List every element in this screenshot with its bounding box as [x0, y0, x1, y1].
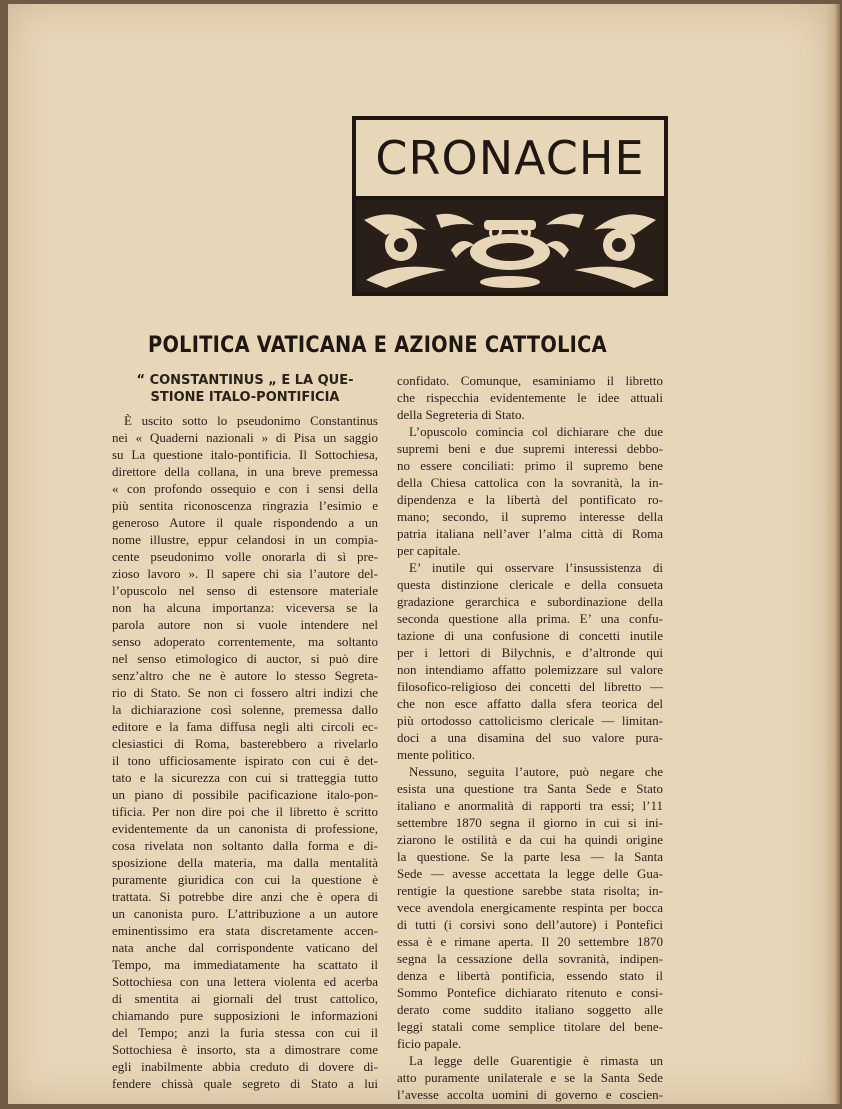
section-emblem	[352, 116, 668, 296]
text-line: La legge delle Guarentigie è rimasta un	[409, 1053, 663, 1068]
text-line: seconda questione alla prima. E’ una confu-	[397, 611, 663, 626]
text-line: di tutti (i corsivi sono dell’autore) i Pontefici	[397, 917, 663, 932]
text-line: la dichiarazione così solenne, premessa dallo	[112, 702, 378, 717]
text-line: italiano e anormalità di rapporti tra essi; l’11	[397, 798, 663, 813]
text-line: senz’altro che ne è autore lo stesso Segreta-	[112, 668, 378, 683]
text-line: segna la cessazione della sovranità, indipen-	[397, 951, 663, 966]
text-line: Sottochiesa è insorto, sta a dimostrare come	[112, 1042, 378, 1057]
text-line: Sede — avesse accettata la legge delle Gua-	[397, 866, 663, 881]
text-line: per capitale.	[397, 543, 461, 558]
emblem-title: CRONACHE	[356, 120, 664, 200]
text-line: « con profondo ossequio e con i sensi della	[112, 481, 378, 496]
text-line: Tempo, ma immediatamente ha scattato il	[112, 957, 378, 972]
text-line: cente pseudonimo volle onorarla di sì pre-	[112, 549, 378, 564]
text-line: nel senso etimologico di auctor, si può dire	[112, 651, 378, 666]
text-line: L’opuscolo comincia col dichiarare che due	[409, 424, 663, 439]
text-line: trattata. Si potrebbe dire anzi che è opera di	[112, 889, 378, 904]
subheading-line: “ CONSTANTINUS „ E LA QUE-	[136, 373, 354, 388]
text-line: generoso Autore il quale rispondendo a un	[112, 515, 378, 530]
text-line: parola autore non si vuole intendere nel	[112, 617, 378, 632]
text-line: mano; secondo, il supremo interesse della	[397, 509, 663, 524]
text-line: tificia. Per non dire poi che il libretto è scritto	[112, 804, 378, 819]
text-line: fendere chissà quale segreto di Stato a lui	[112, 1076, 378, 1091]
text-line: essa è e rimane aperta. Il 20 settembre 1870	[397, 934, 663, 949]
text-line: tazione di una confusione di concetti inutile	[397, 628, 663, 643]
text-line: Sottochiesa con una lettera violenta ed acerba	[112, 974, 378, 989]
text-line: editore e la fama diffusa negli alti circoli ec-	[112, 719, 378, 734]
page-edge	[826, 4, 840, 1104]
text-line: nata anche dal corrispondente vaticano del	[112, 940, 378, 955]
right-column	[397, 372, 663, 1103]
text-line: ficio papale.	[397, 1036, 462, 1051]
text-line: È uscito sotto lo pseudonimo Constantinus	[124, 413, 378, 428]
text-line: zioso lavoro ». Il sapere chi sia l’autore del-	[112, 566, 378, 581]
text-line: eminentissimo era stata discretamente accen-	[112, 923, 378, 938]
text-line: il tono ufficiosamente ispirato con cui è det-	[112, 753, 378, 768]
article-headline: POLITICA VATICANA E AZIONE CATTOLICA	[148, 332, 607, 358]
left-column	[112, 372, 378, 1092]
text-line: leggi statali come semplice titolare del bene-	[397, 1019, 663, 1034]
text-line: l’avesse accolta uomini di governo e coscien-	[397, 1087, 663, 1102]
text-line: per i lettori di Bilychnis, e d’altronde qui	[397, 645, 663, 660]
text-line: filosofico-religioso dei concetti del libretto —	[397, 679, 663, 694]
text-line: un piano di possibile pacificazione italo-pon-	[112, 787, 378, 802]
text-line: puramente giuridica con cui la questione è	[112, 872, 378, 887]
text-line: atto puramente unilaterale e se la Santa Sede	[397, 1070, 663, 1085]
text-line: Sommo Pontefice dichiarato ritenuto e consi-	[397, 985, 663, 1000]
text-line: più ortodosso cattolicismo clericale — limitan-	[397, 713, 663, 728]
text-line: cosa rivelata non soltanto dalla forma e di-	[112, 838, 378, 853]
text-line: esista una questione tra Santa Sede e Stato	[397, 781, 663, 796]
text-line: del Tempo; anzi la furia stessa con cui il	[112, 1025, 378, 1040]
text-line: direttore della collana, in una breve premessa	[112, 464, 378, 479]
text-line: la questione. Se la parte lesa — la Santa	[397, 849, 663, 864]
text-line: della Segreteria di Stato.	[397, 407, 525, 422]
text-line: mente politico.	[397, 747, 475, 762]
text-line: settembre 1870 segna il giorno in cui si ini-	[397, 815, 663, 830]
text-line: più sentita riconoscenza ringrazia l’esimio e	[112, 498, 378, 513]
text-line: doci a una disamina del suo valore pura-	[397, 730, 663, 745]
floral-vase-ornament	[356, 200, 664, 292]
subheading-line: STIONE ITALO-PONTIFICIA	[150, 390, 340, 405]
text-line: supremi beni e due supremi interessi debbo-	[397, 441, 663, 456]
text-line: gradazione gerarchica e subordinazione della	[397, 594, 663, 609]
text-line: Nessuno, seguita l’autore, può negare che	[409, 764, 663, 779]
text-line: senso adoperato correntemente, ma soltanto	[112, 634, 378, 649]
text-line: chiamando pure supposizioni le informazioni	[112, 1008, 378, 1023]
text-line: nei « Quaderni nazionali » di Pisa un saggio	[112, 430, 378, 445]
text-line: no essere conciliati: primo il supremo bene	[397, 458, 663, 473]
text-line: derato come suddito italiano soggetto alle	[397, 1002, 663, 1017]
text-line: della Chiesa cattolica con la sovranità, la in-	[397, 475, 663, 490]
text-line: ziarono le ostilità e da cui ha quindi origine	[397, 832, 663, 847]
text-line: che non esce affatto dalla sfera teorica del	[397, 696, 663, 711]
text-line: evidentemente da un canonista di professione,	[112, 821, 378, 836]
text-line: non intendiamo affatto polemizzare sul valore	[397, 662, 663, 677]
text-line: un canonista puro. L’attribuzione a un autore	[112, 906, 378, 921]
text-line: sposizione della materia, ma dalla mentalità	[112, 855, 378, 870]
text-line: su La questione italo-pontificia. Il Sottochiesa,	[112, 447, 378, 462]
text-line: patria italiana nell’aver l’alma città di Roma	[397, 526, 663, 541]
text-line: di smentita ai giornali del trust cattolico,	[112, 991, 378, 1006]
text-line: egli inabilmente abbia creduto di dovere di-	[112, 1059, 378, 1074]
text-line: tato e la sicurezza con cui si tratteggia tutto	[112, 770, 378, 785]
text-line: non ha alcuna importanza: viceversa se la	[112, 600, 378, 615]
text-line: rentigie la questione sarebbe stata risolta; in-	[397, 883, 663, 898]
section-subheading	[112, 372, 378, 406]
text-line: l’opuscolo nel senso di estensore materiale	[112, 583, 378, 598]
text-line: confidato. Comunque, esaminiamo il libretto	[397, 373, 663, 388]
text-line: E’ inutile qui osservare l’insussistenza di	[409, 560, 663, 575]
text-line: dipendenza e la libertà del pontificato ro-	[397, 492, 663, 507]
text-line: clesiastici di Roma, basterebbero a rivelarlo	[112, 736, 378, 751]
text-line: nome illustre, eppur celandosi in un compia-	[112, 532, 378, 547]
text-line: denza e libertà pontificia, essendo stato il	[397, 968, 663, 983]
text-line: questa distinzione clericale e della consueta	[397, 577, 663, 592]
text-line: rio di Stato. Se non ci fossero altri indizi che	[112, 685, 378, 700]
text-line: che rispecchia evidentemente le idee attuali	[397, 390, 663, 405]
text-line: vece avendola energicamente respinta per bocca	[397, 900, 663, 915]
